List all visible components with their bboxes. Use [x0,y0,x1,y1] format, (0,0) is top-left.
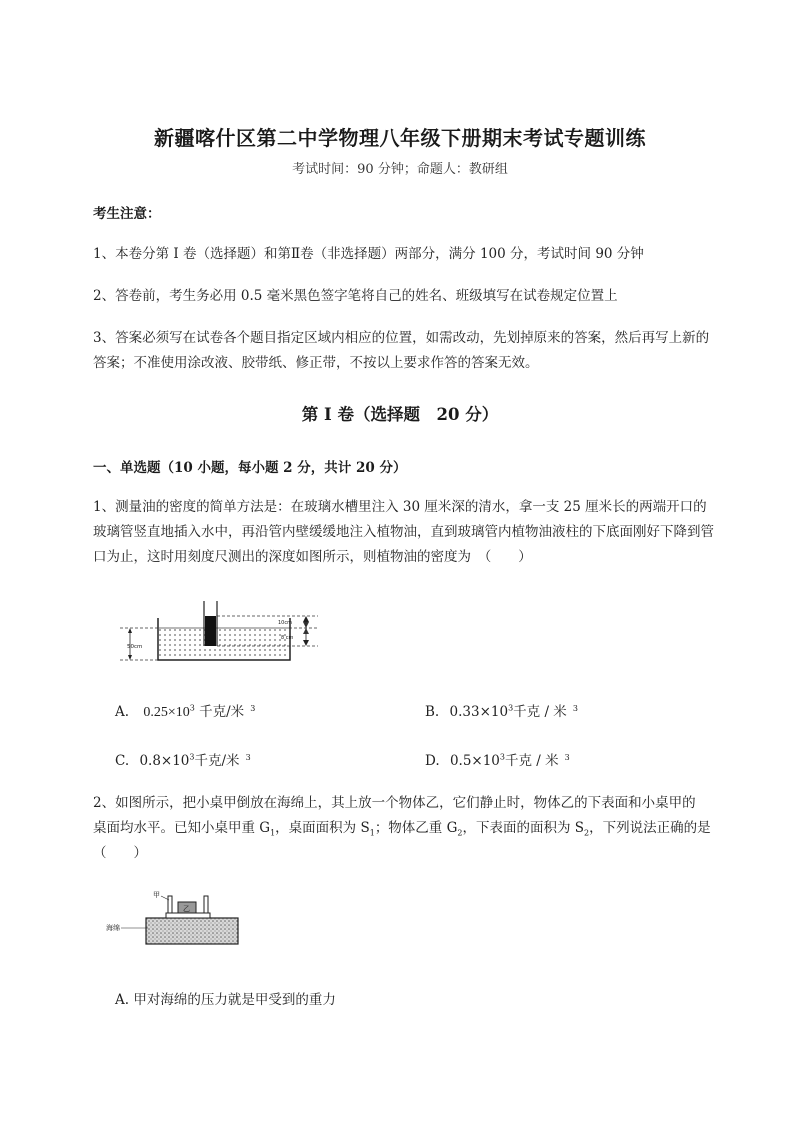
option-a[interactable] [115,700,255,721]
option-b-label: B. [425,704,440,720]
exam-info: 考试时间：90 分钟；命题人：教研组 [292,162,508,177]
option-d-unit-exp: 3 [564,752,570,762]
option-c-base: 0.8×10 [139,753,190,769]
notice-item-2: 2、答卷前，考生务必用 0.5 毫米黑色签字笔将自己的姓名、班级填写在试卷规定位置上 [93,288,618,304]
question-2-figure [104,888,242,946]
option-c-label: C. [115,753,130,769]
figure-label-8cm: 8 cm [281,635,294,641]
notice-item-3: 3、答案必须写在试卷各个题目指定区域内相应的位置，如需改动，先划掉原来的答案，然后再写上新的答案；不准使用涂改液、胶带纸、修正带，不按以上要求作答的答案无效。 [93,330,710,371]
figure-label-table: 甲 [153,891,160,899]
figure-label-50cm: 50cm [127,644,143,650]
option-d-label: D. [425,753,440,769]
option-d-exp: 3 [499,752,505,762]
stem-text: ；物体乙重 G [374,820,458,836]
stem-text: ，下列说法正确的是 [589,820,711,836]
stem-text: ，下表面的面积为 S [462,820,585,836]
option-d-unit: 千克 / 米 [505,753,559,769]
stem-text: ，桌面面积为 S [275,820,370,836]
question-2-stem-line-3: （ ） [93,845,147,861]
question-2-option-a[interactable]: A. 甲对海绵的压力就是甲受到的重力 [115,992,336,1008]
option-b-unit: 千克 / 米 [513,704,567,720]
option-a-label: A. [115,704,130,720]
option-c-exp: 3 [189,752,195,762]
question-1-stem: 1、测量油的密度的简单方法是：在玻璃水槽里注入 30 厘米深的清水，拿一支 25 厘米长的两端开口的玻璃管竖直地插入水中，再沿管内壁缓缓地注入植物油，直到玻璃管内植物油液柱的下底面刚好下降到管口为止，这时用刻度尺测出的深度如图所示，则植物油的密度为 （ ） [93,499,714,565]
figure-label-sponge: 海绵 [106,924,120,932]
page-title: 新疆喀什区第二中学物理八年级下册期末考试专题训练 [154,126,646,150]
question-1-figure [118,598,330,666]
subscript: 1 [369,828,375,838]
option-b-base: 0.33×10 [449,704,509,720]
option-c-unit-exp: 3 [245,752,251,762]
option-a-base: 0.25×10 [143,705,190,720]
subscript: 1 [270,828,276,838]
option-d-base: 0.5×10 [449,753,500,769]
subscript: 2 [584,828,590,838]
notice-heading: 考生注意： [93,206,161,222]
option-a-unit-exp: 3 [250,703,256,713]
option-a-unit: 千克/米 [194,704,245,720]
section-title: 第 I 卷（选择题 20 分） [301,405,499,424]
option-b-exp: 3 [508,703,514,713]
option-d[interactable] [425,749,570,769]
option-c-unit: 千克/米 [194,753,240,769]
part-heading: 一、单选题（10 小题，每小题 2 分，共计 20 分） [93,460,407,476]
option-a-exp: 3 [189,703,195,713]
notice-item-1: 1、本卷分第 I 卷（选择题）和第Ⅱ卷（非选择题）两部分，满分 100 分，考试时间 90 分钟 [93,246,644,262]
subscript: 2 [457,828,463,838]
option-b[interactable] [425,700,578,720]
question-2-stem-line-1: 2、如图所示，把小桌甲倒放在海绵上，其上放一个物体乙，它们静止时，物体乙的下表面和小桌甲的 [93,795,696,811]
stem-text: 桌面均水平。已知小桌甲重 G [93,820,271,836]
figure-label-10cm: 10cm [278,620,292,626]
option-b-unit-exp: 3 [572,703,578,713]
figure-label-object: 乙 [183,905,190,913]
option-c[interactable] [115,749,251,769]
